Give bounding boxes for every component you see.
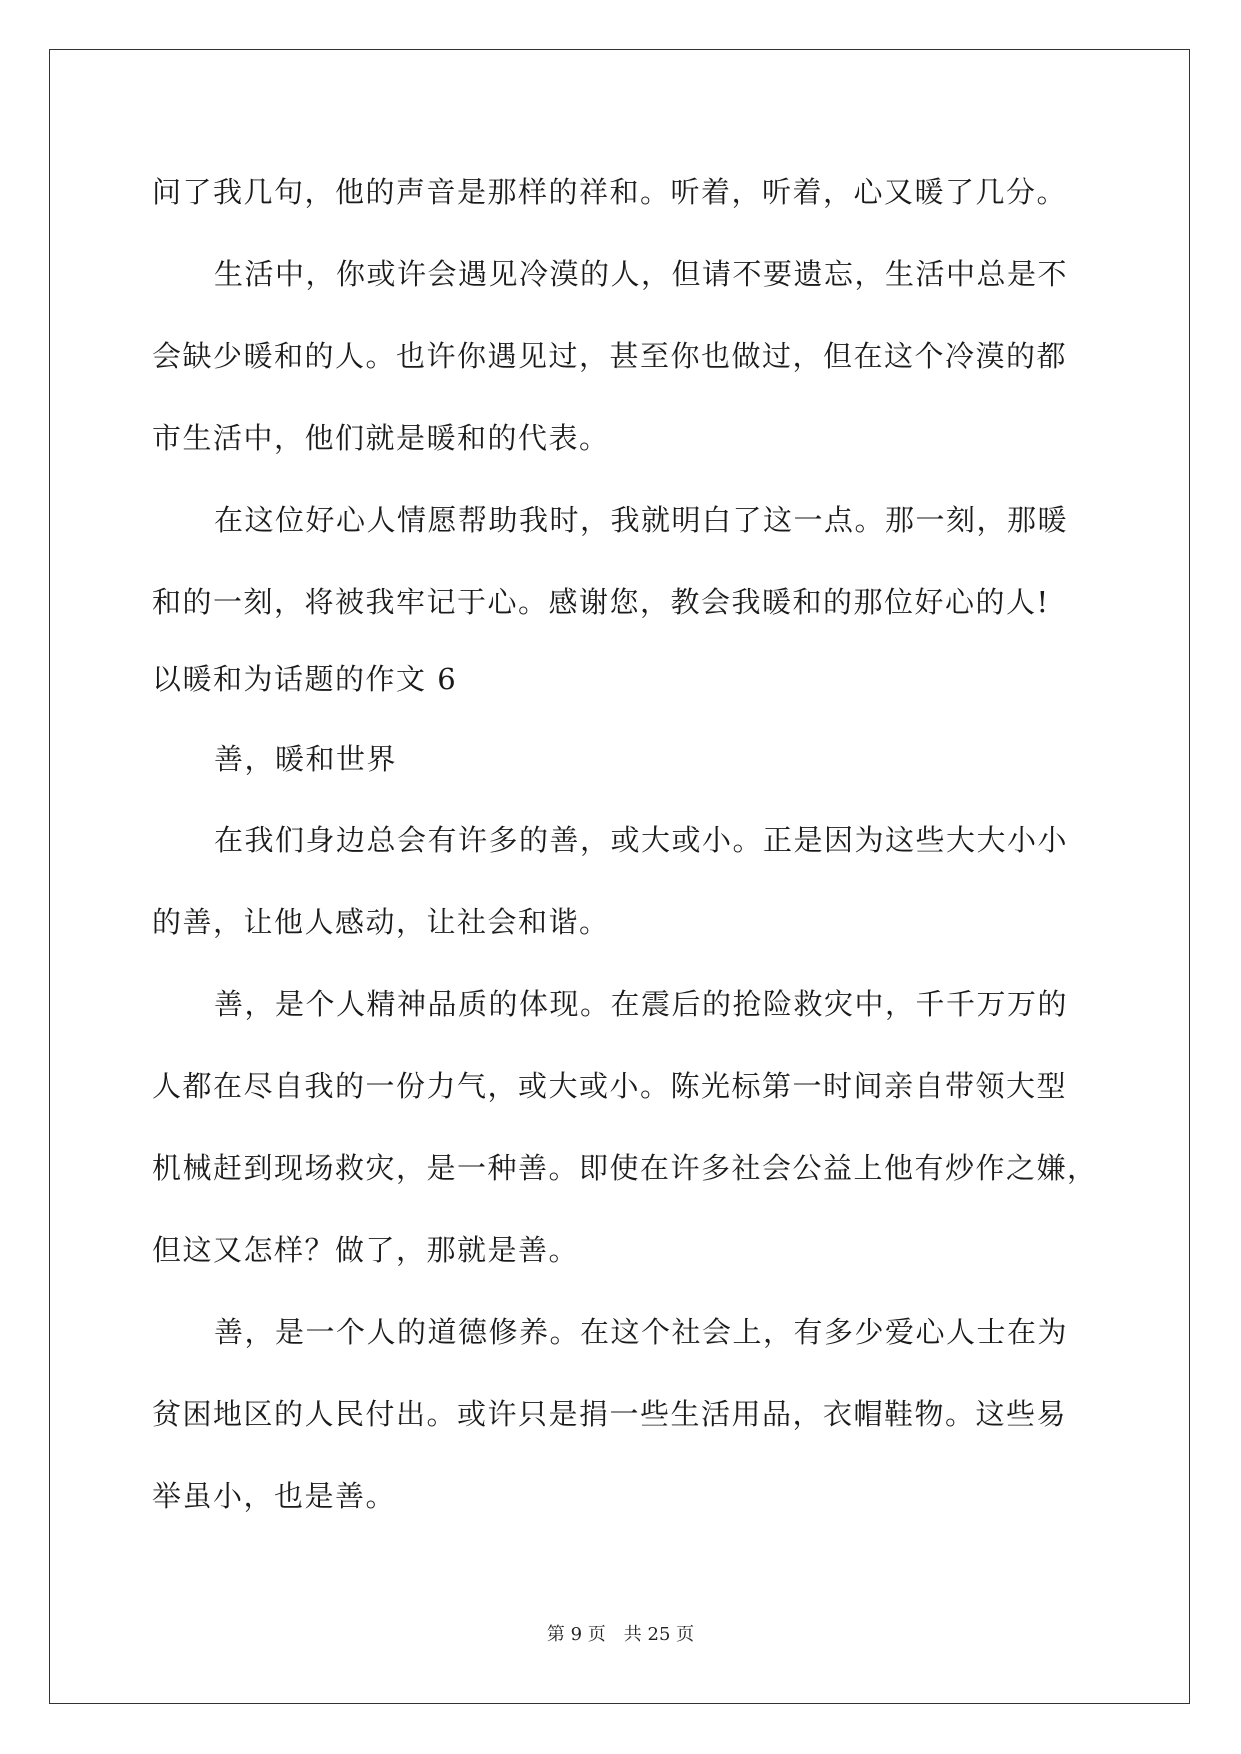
text-line: 但这又怎样？做了，那就是善。 (152, 1233, 580, 1267)
text-line: 在这位好心人情愿帮助我时，我就明白了这一点。那一刻，那暖 (214, 503, 1069, 537)
text-line: 人都在尽自我的一份力气，或大或小。陈光标第一时间亲自带领大型 (152, 1069, 1068, 1103)
page-border (49, 49, 1190, 1704)
text-line: 的善，让他人感动，让社会和谐。 (152, 905, 610, 939)
essay-title: 善，暖和世界 (214, 742, 398, 776)
page-number: 第 9 页 共 25 页 (546, 1624, 695, 1645)
text-line: 善，是一个人的道德修养。在这个社会上，有多少爱心人士在为 (214, 1315, 1069, 1349)
section-heading: 以暖和为话题的作文 6 (152, 662, 458, 696)
text-line: 举虽小，也是善。 (152, 1479, 397, 1513)
text-line: 市生活中，他们就是暖和的代表。 (152, 421, 610, 455)
text-line: 善，是个人精神品质的体现。在震后的抢险救灾中，千千万万的 (214, 987, 1069, 1021)
text-line: 生活中，你或许会遇见冷漠的人，但请不要遗忘，生活中总是不 (214, 257, 1069, 291)
text-line: 会缺少暖和的人。也许你遇见过，甚至你也做过，但在这个冷漠的都 (152, 339, 1068, 373)
text-line: 在我们身边总会有许多的善，或大或小。正是因为这些大大小小 (214, 823, 1069, 857)
text-line: 贫困地区的人民付出。或许只是捐一些生活用品，衣帽鞋物。这些易 (152, 1397, 1068, 1431)
text-line: 和的一刻，将被我牢记于心。感谢您，教会我暖和的那位好心的人! (152, 585, 1050, 619)
text-line: 机械赶到现场救灾，是一种善。即使在许多社会公益上他有炒作之嫌， (152, 1151, 1098, 1185)
text-line: 问了我几句，他的声音是那样的祥和。听着，听着，心又暖了几分。 (152, 175, 1068, 209)
